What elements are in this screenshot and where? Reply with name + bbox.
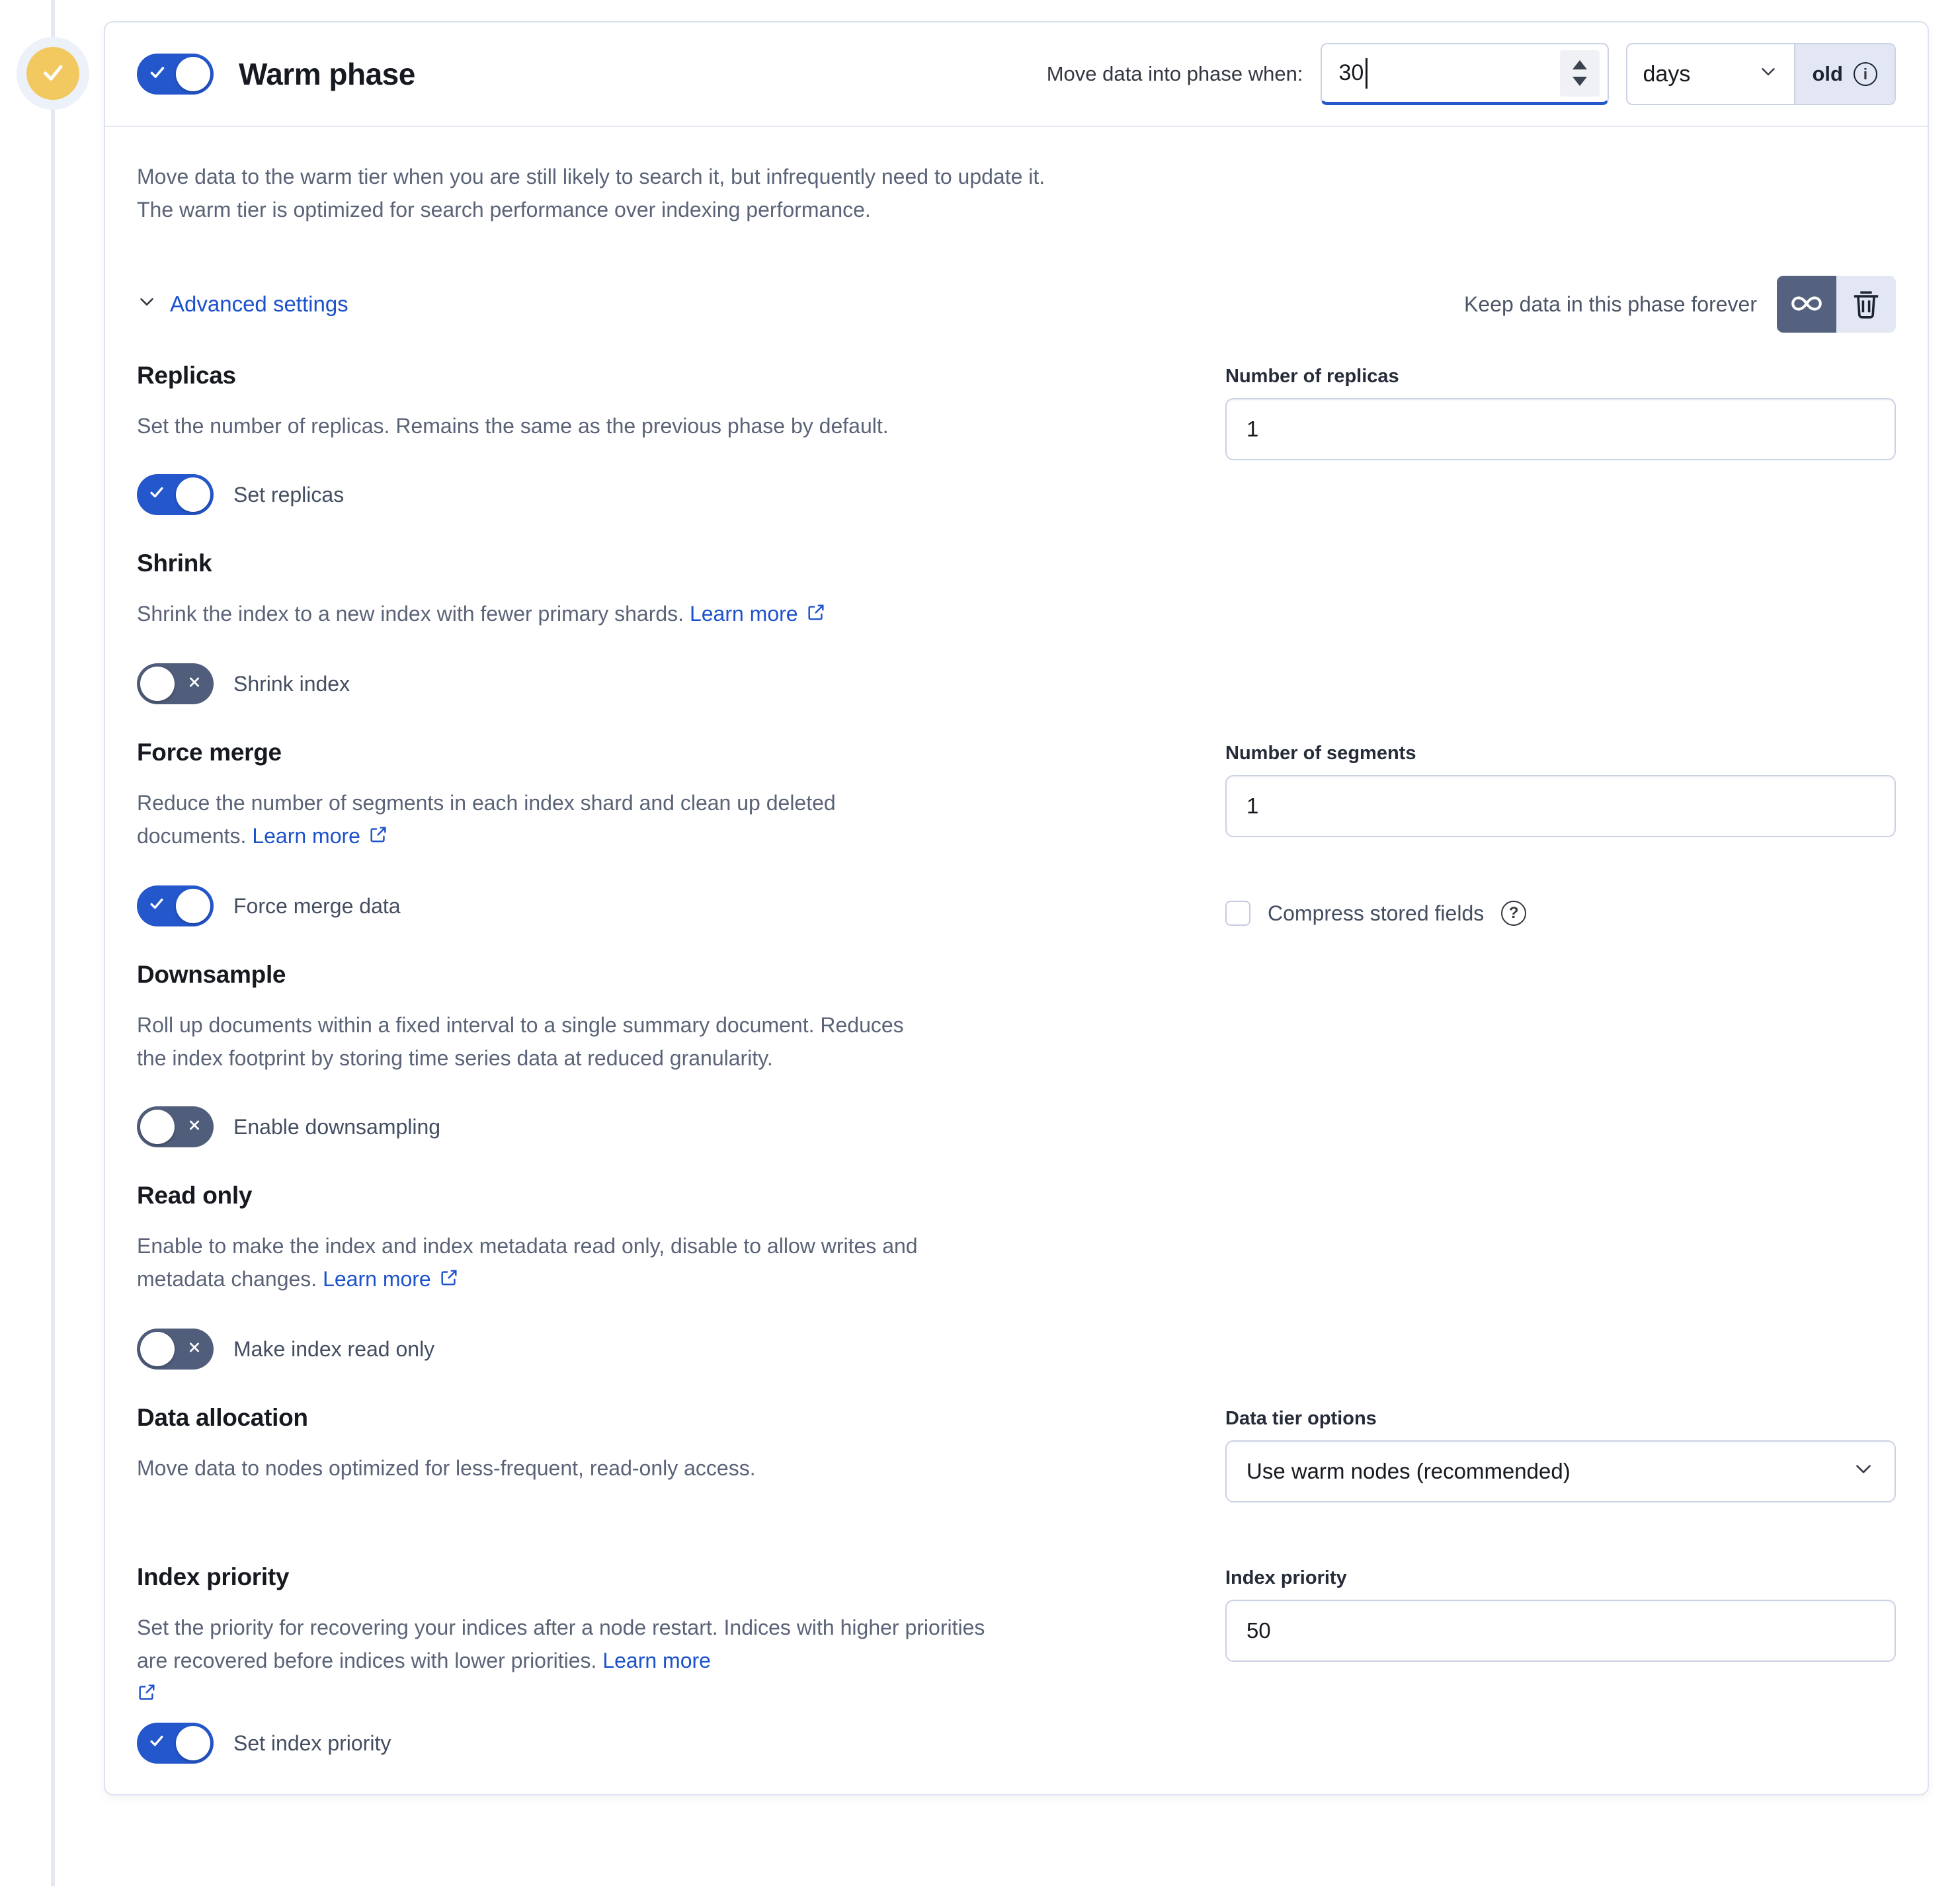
timing-suffix-badge bbox=[1794, 44, 1895, 104]
check-icon bbox=[147, 483, 166, 507]
force-merge-section bbox=[137, 739, 1896, 926]
field-label: Data tier options bbox=[1225, 1408, 1377, 1429]
toggle-knob bbox=[176, 477, 210, 512]
phase-retention-button-group bbox=[1777, 276, 1896, 333]
section-description: Enable to make the index and index metadata read only, disable to allow writes and metadata changes. Learn more bbox=[137, 1234, 918, 1291]
section-description: Reduce the number of segments in each index shard and clean up deleted documents. Learn more bbox=[137, 791, 836, 848]
check-icon bbox=[147, 63, 167, 86]
learn-more-link[interactable]: Learn more bbox=[690, 602, 826, 626]
timing-unit-group bbox=[1626, 43, 1897, 105]
section-description: Set the number of replicas. Remains the same as the previous phase by default. bbox=[137, 414, 889, 438]
learn-more-link[interactable]: Learn more bbox=[252, 824, 388, 848]
toggle-knob bbox=[140, 1110, 175, 1144]
infinity-icon bbox=[1789, 286, 1824, 323]
stepper-up-icon[interactable] bbox=[1572, 60, 1587, 69]
chevron-down-icon bbox=[1758, 62, 1778, 87]
section-title: Shrink bbox=[137, 550, 212, 577]
toggle-knob bbox=[140, 667, 175, 701]
phase-title: Warm phase bbox=[239, 57, 415, 91]
data-tier-options-select[interactable] bbox=[1225, 1440, 1896, 1502]
field-value: 1 bbox=[1246, 794, 1259, 818]
text-caret bbox=[1366, 58, 1368, 89]
field-value: 50 bbox=[1246, 1618, 1271, 1643]
external-link-icon bbox=[368, 825, 388, 849]
field-label: Index priority bbox=[1225, 1567, 1347, 1588]
check-icon bbox=[147, 894, 166, 919]
keep-data-label: Keep data in this phase forever bbox=[1464, 292, 1757, 316]
toggle-knob bbox=[176, 889, 210, 923]
x-icon bbox=[186, 672, 203, 696]
external-link-icon bbox=[439, 1268, 459, 1292]
toggle-knob bbox=[140, 1332, 175, 1366]
timing-label: Move data into phase when: bbox=[1046, 62, 1303, 85]
set-index-priority-toggle[interactable] bbox=[137, 1723, 214, 1764]
toggle-label: Set replicas bbox=[233, 482, 345, 507]
index-priority-section bbox=[137, 1563, 1896, 1764]
shrink-index-toggle[interactable] bbox=[137, 663, 214, 704]
warm-phase-timeline-marker bbox=[17, 37, 89, 110]
section-title: Read only bbox=[137, 1182, 253, 1209]
number-stepper[interactable] bbox=[1560, 50, 1600, 97]
warm-phase-header bbox=[105, 22, 1928, 127]
force-merge-toggle[interactable] bbox=[137, 885, 214, 926]
section-description: Shrink the index to a new index with fewer primary shards. Learn more bbox=[137, 597, 1036, 632]
warm-phase-panel bbox=[104, 21, 1929, 1795]
section-title: Replicas bbox=[137, 362, 236, 389]
section-description: Move data to nodes optimized for less-frequent, read-only access. bbox=[137, 1456, 756, 1480]
warm-phase-marker-circle bbox=[26, 47, 79, 100]
learn-more-link[interactable]: Learn more bbox=[602, 1649, 711, 1672]
learn-more-link[interactable]: Learn more bbox=[323, 1267, 459, 1291]
x-icon bbox=[186, 1115, 203, 1139]
trash-icon bbox=[1851, 288, 1881, 321]
chevron-down-icon bbox=[137, 292, 157, 317]
timing-suffix: old bbox=[1812, 62, 1843, 85]
number-of-replicas-input[interactable] bbox=[1225, 398, 1896, 460]
section-description: Roll up documents within a fixed interval to a single summary document. Reduces the index footprint by storing time series data at reduced granularity. bbox=[137, 1013, 904, 1070]
enable-downsampling-toggle[interactable] bbox=[137, 1106, 214, 1147]
set-replicas-toggle[interactable] bbox=[137, 474, 214, 515]
section-title: Data allocation bbox=[137, 1404, 308, 1431]
phase-description: Move data to the warm tier when you are still likely to search it, but infrequently need to update it. The warm tier is optimized for search performance over indexing performance. bbox=[137, 165, 1045, 222]
timing-unit-value: days bbox=[1643, 61, 1691, 87]
warm-phase-body bbox=[105, 127, 1928, 1794]
replicas-section bbox=[137, 362, 1896, 515]
checkbox-label: Compress stored fields bbox=[1268, 901, 1485, 925]
toggle-knob bbox=[176, 1726, 210, 1760]
toggle-knob bbox=[176, 57, 210, 91]
toggle-label: Make index read only bbox=[233, 1336, 435, 1361]
field-label: Number of replicas bbox=[1225, 366, 1399, 387]
timing-value-input[interactable] bbox=[1321, 43, 1609, 105]
section-title: Downsample bbox=[137, 961, 286, 988]
check-icon bbox=[147, 1731, 166, 1756]
toggle-label: Force merge data bbox=[233, 893, 401, 918]
delete-phase-button[interactable] bbox=[1836, 276, 1896, 333]
timing-unit-select[interactable] bbox=[1627, 44, 1794, 104]
advanced-settings-label: Advanced settings bbox=[170, 292, 348, 316]
section-title: Force merge bbox=[137, 739, 282, 766]
warm-phase-enabled-toggle[interactable] bbox=[137, 54, 214, 95]
stepper-down-icon[interactable] bbox=[1572, 77, 1587, 86]
section-description: Set the priority for recovering your indices after a node restart. Indices with higher priorities are recovered before indices with lower priorities. Learn more bbox=[137, 1616, 985, 1672]
compress-stored-fields-checkbox[interactable] bbox=[1225, 901, 1250, 926]
shrink-section bbox=[137, 550, 1896, 704]
help-icon[interactable]: ? bbox=[1501, 901, 1526, 926]
info-icon[interactable]: i bbox=[1854, 62, 1877, 86]
x-icon bbox=[186, 1337, 203, 1362]
field-label: Number of segments bbox=[1225, 743, 1416, 764]
phase-timeline-line bbox=[51, 0, 55, 1886]
section-title: Index priority bbox=[137, 1563, 290, 1590]
toggle-label: Shrink index bbox=[233, 671, 350, 696]
advanced-settings-toggle[interactable] bbox=[137, 292, 348, 317]
external-link-icon bbox=[806, 603, 826, 627]
data-allocation-section bbox=[137, 1404, 1896, 1502]
downsample-section bbox=[137, 961, 1896, 1147]
external-link-icon[interactable] bbox=[137, 1682, 1186, 1705]
select-value: Use warm nodes (recommended) bbox=[1246, 1459, 1571, 1483]
field-value: 1 bbox=[1246, 417, 1259, 441]
toggle-label: Enable downsampling bbox=[233, 1114, 441, 1139]
index-priority-input[interactable] bbox=[1225, 1600, 1896, 1662]
number-of-segments-input[interactable] bbox=[1225, 775, 1896, 837]
toggle-label: Set index priority bbox=[233, 1731, 391, 1755]
timing-value: 30 bbox=[1338, 60, 1364, 85]
keep-data-forever-button[interactable] bbox=[1777, 276, 1836, 333]
chevron-down-icon bbox=[1852, 1457, 1875, 1485]
make-index-read-only-toggle[interactable] bbox=[137, 1329, 214, 1370]
check-icon bbox=[38, 57, 68, 91]
read-only-section bbox=[137, 1182, 1896, 1370]
